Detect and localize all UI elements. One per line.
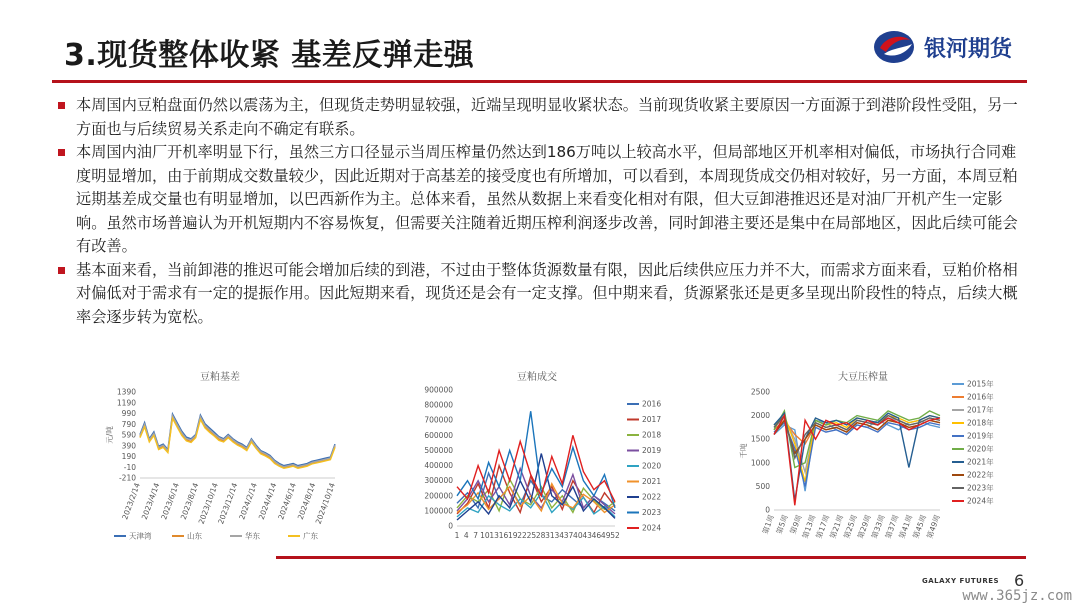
x-tick-label: 2023/12/14 — [216, 481, 240, 526]
x-tick-label: 2024/10/14 — [313, 481, 337, 526]
x-tick-label: 40 — [573, 531, 583, 540]
page-title: 3.现货整体收紧 基差反弹走强 — [64, 38, 475, 73]
legend-label: 2019 — [642, 446, 662, 455]
chart-title: 豆粕成交 — [517, 372, 557, 383]
legend-label: 2022 — [642, 492, 662, 502]
x-tick-label: 第45周 — [911, 513, 929, 540]
bullet-item — [56, 94, 1024, 141]
bullet-text: 本周国内油厂开机率明显下行，虽然三方口径显示当周压榨量仍然达到186万吨以上较高水平，但局部地区开机率相对偏低，市场执行合同难度明显增加，由于前期成交数量较少，因此近期对于高基差的接受度也有所增加，可以看到，本周现货成交仍相对较好，另一方面，本周豆粕远期基差成交量也有明显增加，以巴西新作为主。总体来看，虽然从数据上来看变化相对有限，但大豆卸港推迟还是对油厂开机产生一定影响。虽然市场普遍认为开机短期内不容易恢复，但需要关注随着近期压榨利润逐步改善，同时卸港主要还是集中在局部地区，因此后续可能会有改善。 — [76, 143, 1018, 255]
y-tick-label: 590 — [121, 430, 136, 440]
x-tick-label: 2023/8/14 — [178, 481, 201, 521]
x-tick-label: 第21周 — [828, 513, 846, 540]
chart-title: 大豆压榨量 — [838, 372, 888, 383]
x-tick-label: 43 — [582, 531, 592, 540]
basis-chart — [100, 362, 350, 548]
y-tick-label: 390 — [121, 441, 136, 451]
series-line — [457, 411, 615, 508]
legend-label: 2019年 — [967, 431, 994, 441]
y-tick-label: 790 — [121, 419, 136, 429]
y-axis-label: 元/吨 — [105, 426, 114, 444]
volume-chart — [405, 362, 665, 548]
y-tick-label: 1190 — [116, 398, 136, 408]
y-tick-label: 1500 — [750, 434, 770, 444]
y-tick-label: 0 — [765, 505, 770, 515]
y-tick-label: 800000 — [424, 400, 453, 410]
legend-label: 2016年 — [967, 392, 994, 402]
x-tick-label: 第49周 — [925, 513, 942, 540]
bullet-list — [56, 94, 1024, 329]
x-tick-label: 4 — [463, 531, 469, 540]
x-tick-label: 第17周 — [814, 513, 832, 540]
y-tick-label: 400000 — [424, 461, 453, 471]
y-tick-label: 300000 — [424, 476, 453, 486]
chart-title: 豆粕基差 — [200, 372, 240, 383]
x-tick-label: 2024/6/14 — [276, 481, 298, 521]
x-tick-label: 25 — [526, 531, 537, 540]
x-tick-label: 13 — [489, 531, 499, 540]
x-tick-label: 第37周 — [883, 513, 901, 540]
x-tick-label: 2023/2/14 — [120, 481, 142, 521]
x-tick-label: 第9周 — [788, 513, 804, 536]
volume-chart-svg — [405, 362, 665, 548]
bullet-square-icon — [58, 149, 65, 156]
y-tick-label: 990 — [121, 409, 136, 418]
x-tick-label: 2023/6/14 — [159, 481, 181, 521]
logo-text: 银河期货 — [924, 37, 1013, 62]
y-tick-label: 100000 — [424, 506, 453, 516]
bullet-text: 本周国内豆粕盘面仍然以震荡为主，但现货走势明显较强，近端呈现明显收紧状态。当前现货收紧主要原因一方面源于到港阶段性受阻，另一方面也与后续贸易关系走向不确定有联系。 — [76, 96, 1018, 138]
x-tick-label: 第1周 — [760, 513, 776, 536]
legend-label: 2023年 — [967, 483, 994, 493]
x-tick-label: 第33周 — [869, 513, 887, 540]
bullet-square-icon — [58, 102, 65, 109]
x-tick-label: 2024/8/14 — [295, 481, 318, 521]
y-tick-label: 190 — [121, 452, 136, 461]
y-tick-label: 1390 — [116, 387, 136, 397]
x-tick-label: 7 — [473, 531, 478, 540]
x-tick-label: 22 — [517, 531, 527, 540]
x-tick-label: 2023/10/14 — [196, 481, 220, 526]
legend-label: 2016 — [642, 399, 662, 409]
x-tick-label: 34 — [554, 531, 565, 540]
x-tick-label: 2024/2/14 — [237, 481, 259, 521]
x-tick-label: 第13周 — [800, 513, 818, 540]
legend-label: 2017年 — [967, 405, 994, 415]
y-tick-label: -10 — [123, 462, 136, 472]
y-tick-label: 700000 — [424, 415, 453, 425]
title-divider — [52, 80, 1027, 83]
legend-label: 2020 — [642, 461, 662, 471]
y-tick-label: 500 — [755, 481, 770, 491]
company-logo — [872, 26, 1052, 68]
x-tick-label: 第25周 — [842, 513, 859, 540]
legend-label: 2015年 — [967, 379, 994, 389]
legend-label: 2018年 — [967, 418, 994, 428]
x-tick-label: 28 — [535, 531, 546, 540]
y-tick-label: 2000 — [750, 411, 770, 421]
y-tick-label: 600000 — [424, 430, 453, 440]
legend-label: 2023 — [642, 508, 662, 517]
footer-divider — [276, 556, 1026, 559]
x-tick-label: 第41周 — [897, 513, 915, 540]
y-tick-label: 200000 — [424, 491, 453, 501]
series-line — [774, 420, 940, 491]
y-axis-label: 千吨 — [739, 443, 748, 459]
x-tick-label: 31 — [545, 531, 555, 540]
crush-chart-svg — [730, 362, 1015, 548]
legend-label: 天津湾 — [129, 531, 152, 541]
legend-label: 2022年 — [967, 470, 994, 480]
legend-label: 2024 — [642, 523, 662, 533]
bullet-text: 基本面来看，当前卸港的推迟可能会增加后续的到港，不过由于整体货源数量有限，因此后续供应压力并不大，而需求方面来看，豆粕价格相对偏低对于需求有一定的提振作用。因此短期来看，现货还是会有一定支撑。但中期来看，货源紧张还是更多呈现出阶段性的特点，后续大概率会逐步转为宽松。 — [76, 260, 1018, 326]
legend-label: 华东 — [245, 531, 260, 541]
x-tick-label: 2023/4/14 — [139, 481, 162, 521]
x-tick-label: 2024/4/14 — [256, 481, 279, 521]
x-tick-label: 10 — [480, 531, 490, 540]
y-tick-label: 1000 — [750, 458, 770, 468]
y-tick-label: 0 — [448, 521, 453, 531]
x-tick-label: 52 — [610, 531, 620, 540]
legend-label: 2020年 — [967, 444, 994, 454]
x-tick-label: 19 — [507, 531, 518, 540]
basis-chart-svg — [100, 362, 350, 548]
footer-brand: GALAXY FUTURES — [922, 577, 1000, 585]
legend-label: 2024年 — [967, 496, 994, 506]
x-tick-label: 37 — [563, 531, 574, 540]
legend-label: 2021 — [642, 477, 662, 486]
x-tick-label: 1 — [454, 531, 460, 540]
y-tick-label: -210 — [118, 473, 136, 483]
x-tick-label: 49 — [600, 531, 611, 540]
x-tick-label: 第29周 — [855, 513, 873, 540]
bullet-item — [56, 259, 1024, 330]
crush-chart — [730, 362, 1015, 548]
y-tick-label: 900000 — [424, 385, 453, 395]
legend-label: 山东 — [187, 531, 202, 541]
page-number: 6 — [1014, 571, 1025, 590]
legend-label: 2017 — [642, 415, 662, 424]
x-tick-label: 第5周 — [774, 513, 790, 536]
legend-label: 广东 — [303, 531, 318, 541]
watermark: www.365jz.com — [962, 588, 1072, 604]
legend-label: 2018 — [642, 430, 662, 440]
legend-label: 2021年 — [967, 457, 994, 467]
y-tick-label: 2500 — [750, 387, 770, 397]
bullet-item — [56, 141, 1024, 259]
y-tick-label: 500000 — [424, 445, 453, 455]
logo-emblem-icon — [872, 26, 920, 68]
x-tick-label: 16 — [498, 531, 509, 540]
x-tick-label: 46 — [591, 531, 602, 540]
bullet-square-icon — [58, 267, 65, 274]
